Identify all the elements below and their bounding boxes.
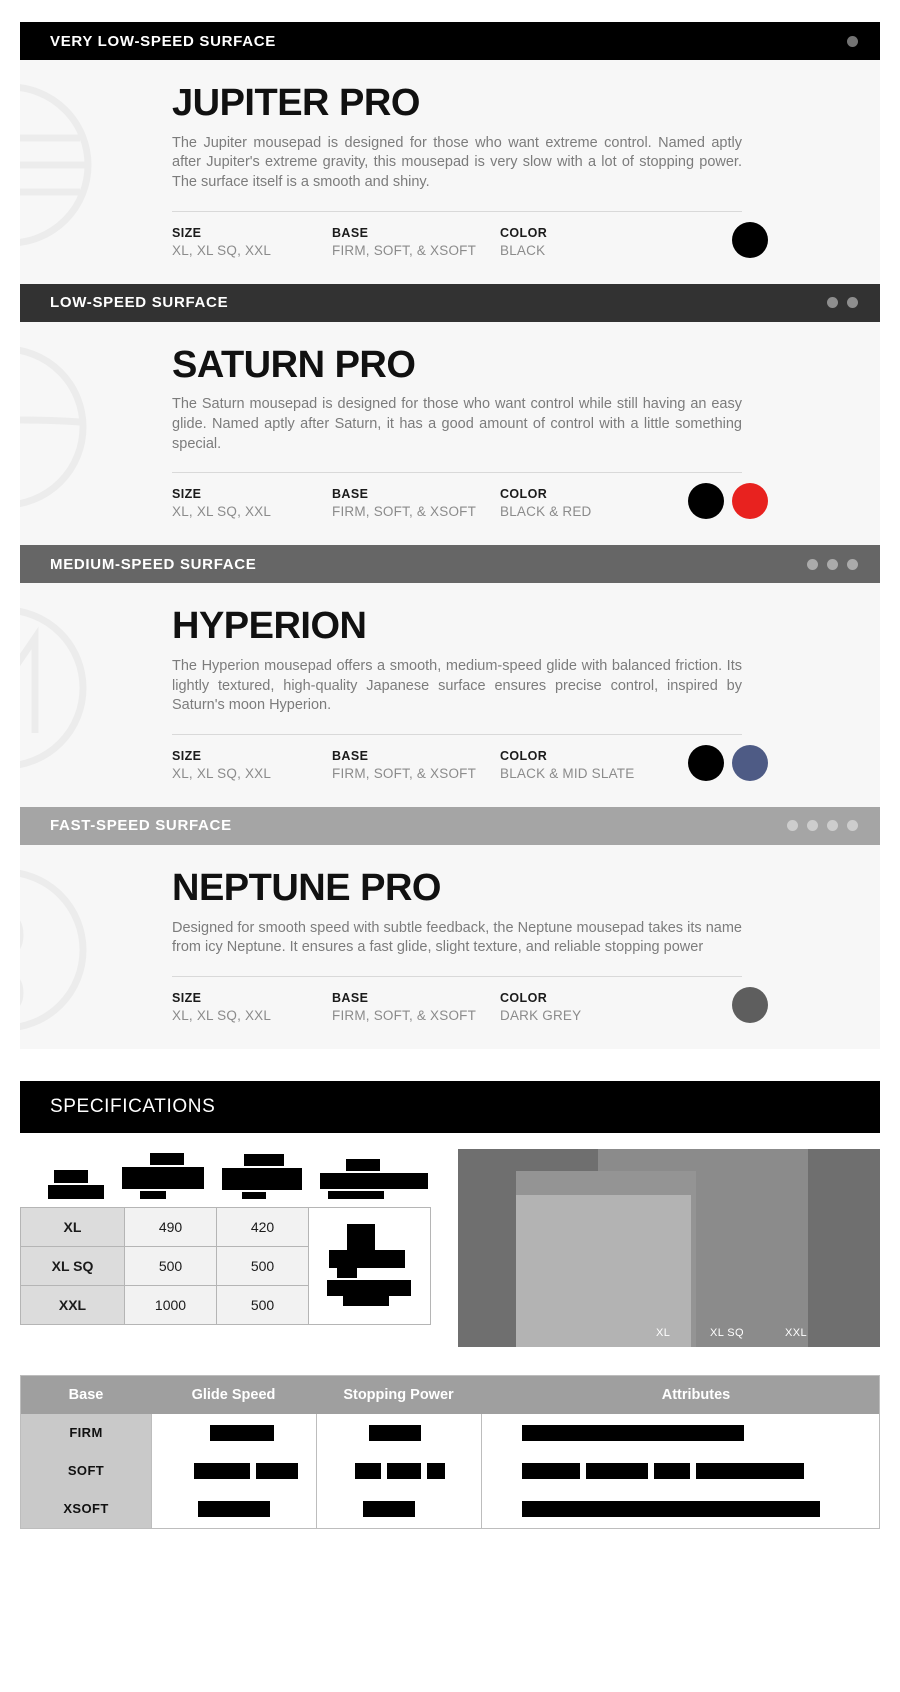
product-card-neptune-pro (20, 845, 880, 1049)
column-header-stopping-power: Stopping Power (343, 1386, 454, 1403)
column-header-glide-speed: Glide Speed (191, 1386, 276, 1403)
product-description: Designed for smooth speed with subtle feedback, the Neptune mousepad takes its name from icy Neptune. It ensures a fast glide, slight texture, and reliable stopping power (172, 919, 742, 956)
redacted-block (122, 1153, 204, 1199)
base-comparison-table (20, 1375, 880, 1529)
divider (172, 734, 742, 735)
spec-size-label: SIZE (172, 990, 202, 1005)
dimension-height: 500 (217, 1285, 309, 1324)
product-specs (172, 226, 742, 258)
spec-base-label: BASE (332, 487, 369, 502)
spec-color-label: COLOR (500, 487, 548, 502)
spec-color-label: COLOR (500, 225, 548, 240)
speed-dot (847, 297, 858, 308)
color-swatches (732, 987, 768, 1023)
product-description: The Saturn mousepad is designed for those who want control while still having an easy glide. Named aptly after Saturn, it has a good amount of control with a little something special. (172, 396, 742, 452)
band-low-speed (20, 284, 880, 322)
specifications-title: SPECIFICATIONS (50, 1095, 216, 1117)
spec-base (332, 226, 500, 258)
spec-color (500, 991, 680, 1023)
table-row (21, 1207, 431, 1246)
band-medium-speed (20, 545, 880, 583)
spec-size-label: SIZE (172, 225, 202, 240)
spec-base (332, 991, 500, 1023)
dimension-name: XL (21, 1207, 125, 1246)
dimensions-table (20, 1207, 431, 1325)
product-card-jupiter-pro (20, 60, 880, 284)
spec-color (500, 749, 680, 781)
spec-size-value: XL, XL SQ, XXL (172, 765, 272, 781)
dimension-width: 500 (125, 1246, 217, 1285)
spec-base (332, 487, 500, 519)
color-swatch (732, 483, 768, 519)
band-label: LOW-SPEED SURFACE (50, 294, 229, 312)
spec-color (500, 226, 680, 258)
product-card-saturn-pro (20, 322, 880, 546)
spec-base-label: BASE (332, 990, 369, 1005)
attributes-cell (490, 1452, 871, 1490)
base-table-header (21, 1376, 879, 1414)
band-fast-speed (20, 807, 880, 845)
band-label: VERY LOW-SPEED SURFACE (50, 32, 276, 50)
spec-size-label: SIZE (172, 748, 202, 763)
product-title: HYPERION (172, 605, 367, 648)
redacted-graphics-row (20, 1149, 440, 1199)
spec-base (332, 749, 500, 781)
product-title: SATURN PRO (172, 343, 416, 386)
size-label-xl: XL (656, 1326, 671, 1339)
color-swatch (732, 745, 768, 781)
spec-size-value: XL, XL SQ, XXL (172, 504, 272, 520)
size-label-xxl: XXL (785, 1326, 807, 1339)
specifications-body (20, 1149, 880, 1347)
glide-speed-column (151, 1414, 316, 1528)
spec-base-value: FIRM, SOFT, & XSOFT (332, 765, 477, 781)
glide-speed-cell (152, 1490, 316, 1528)
divider (172, 211, 742, 212)
product-sheet-page (0, 22, 900, 1692)
speed-dot (787, 820, 798, 831)
product-catalogue (20, 22, 880, 1049)
spec-size-value: XL, XL SQ, XXL (172, 1007, 272, 1023)
spec-color-value: BLACK & MID SLATE (500, 765, 635, 781)
attributes-column (481, 1414, 879, 1528)
speed-dot (847, 36, 858, 47)
dimension-height: 500 (217, 1246, 309, 1285)
band-label: FAST-SPEED SURFACE (50, 817, 232, 835)
redacted-block (222, 1154, 302, 1199)
stopping-power-column (316, 1414, 481, 1528)
color-swatch (688, 483, 724, 519)
spec-color-value: BLACK (500, 242, 546, 258)
band-label: MEDIUM-SPEED SURFACE (50, 555, 257, 573)
speed-dots (827, 297, 858, 308)
attributes-cell (490, 1414, 871, 1452)
product-specs (172, 749, 742, 781)
specifications-section (20, 1081, 880, 1347)
speed-dot (847, 820, 858, 831)
divider (172, 976, 742, 977)
base-name: XSOFT (63, 1501, 109, 1517)
redacted-block (320, 1159, 428, 1199)
size-rect-xl (516, 1195, 691, 1347)
dimension-width: 490 (125, 1207, 217, 1246)
column-header-attributes: Attributes (661, 1386, 731, 1403)
product-specs (172, 991, 742, 1023)
attributes-cell (490, 1490, 871, 1528)
dimension-height: 420 (217, 1207, 309, 1246)
spec-size (172, 487, 332, 519)
color-swatches (732, 222, 768, 258)
color-swatches (688, 745, 768, 781)
speed-dot (827, 297, 838, 308)
color-swatches (688, 483, 768, 519)
spec-size-label: SIZE (172, 487, 202, 502)
product-card-hyperion (20, 583, 880, 807)
glide-speed-cell (152, 1452, 316, 1490)
color-swatch (688, 745, 724, 781)
spec-size (172, 749, 332, 781)
spec-size (172, 991, 332, 1023)
base-name-column (21, 1414, 151, 1528)
speed-dots (807, 559, 858, 570)
spec-base-value: FIRM, SOFT, & XSOFT (332, 504, 477, 520)
spec-color-label: COLOR (500, 990, 548, 1005)
speed-dots (787, 820, 858, 831)
product-specs (172, 487, 742, 519)
band-very-low-speed (20, 22, 880, 60)
spec-base-value: FIRM, SOFT, & XSOFT (332, 1007, 477, 1023)
product-title: NEPTUNE PRO (172, 866, 441, 909)
dimensions-panel (20, 1149, 440, 1325)
speed-dot (807, 559, 818, 570)
dimension-width: 1000 (125, 1285, 217, 1324)
dimension-name: XXL (21, 1285, 125, 1324)
dimension-name: XL SQ (21, 1246, 125, 1285)
speed-dot (807, 820, 818, 831)
spec-size (172, 226, 332, 258)
product-title: JUPITER PRO (172, 82, 420, 124)
product-description: The Jupiter mousepad is designed for those who want extreme control. Named aptly after Jupiter's extreme gravity, this mousepad is very slow with a lot of stopping power. The surface itself is a smooth and shiny. (172, 134, 742, 191)
spec-base-label: BASE (332, 748, 369, 763)
spec-base-value: FIRM, SOFT, & XSOFT (332, 242, 477, 258)
spec-color (500, 487, 680, 519)
column-header-base: Base (68, 1386, 104, 1403)
speed-dot (827, 820, 838, 831)
divider (172, 472, 742, 473)
color-swatch (732, 987, 768, 1023)
base-table-body (21, 1414, 879, 1528)
size-comparison-visual (458, 1149, 880, 1347)
spec-color-value: BLACK & RED (500, 504, 592, 520)
speed-dot (847, 559, 858, 570)
redacted-block (48, 1170, 104, 1199)
size-label-xlsq: XL SQ (710, 1326, 744, 1339)
spec-color-label: COLOR (500, 748, 548, 763)
spec-color-value: DARK GREY (500, 1007, 582, 1023)
spec-size-value: XL, XL SQ, XXL (172, 242, 272, 258)
glide-speed-cell (152, 1414, 316, 1452)
base-name: FIRM (69, 1425, 103, 1441)
stopping-power-cell (317, 1452, 481, 1490)
spec-base-label: BASE (332, 225, 369, 240)
stopping-power-cell (317, 1414, 481, 1452)
speed-dot (827, 559, 838, 570)
product-description: The Hyperion mousepad offers a smooth, medium-speed glide with balanced friction. Its lightly textured, high-quality Japanese surface ensures precise control, inspired by Saturn's moon Hyperion. (172, 658, 742, 714)
specifications-header (20, 1081, 880, 1133)
speed-dots (847, 36, 858, 47)
base-name: SOFT (67, 1463, 105, 1479)
color-swatch (732, 222, 768, 258)
stopping-power-cell (317, 1490, 481, 1528)
pad-shape-icon (309, 1207, 431, 1324)
